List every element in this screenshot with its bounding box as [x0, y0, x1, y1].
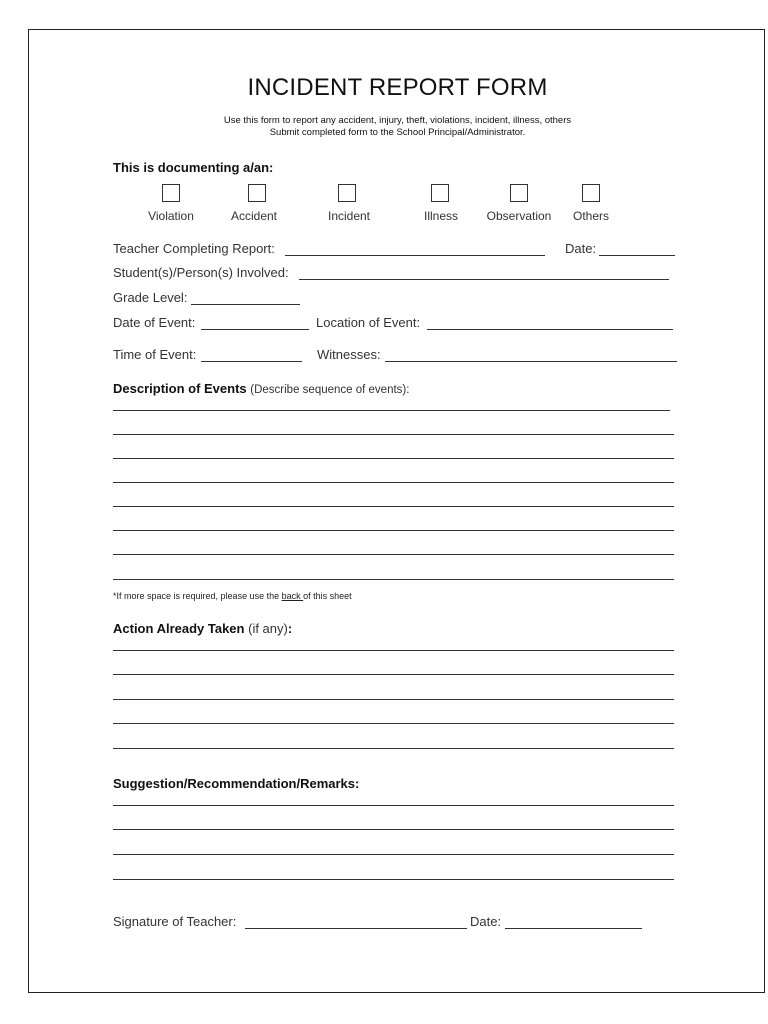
location-of-event-field[interactable]: [427, 329, 673, 330]
checkbox-violation[interactable]: [162, 184, 180, 202]
location-of-event-label: Location of Event:: [316, 315, 421, 330]
suggestion-line-2[interactable]: [113, 829, 674, 830]
description-heading: [113, 381, 409, 396]
documenting-label: This is documenting a/an:: [113, 160, 274, 175]
description-line-6[interactable]: [113, 530, 674, 531]
form-page: [28, 29, 765, 993]
signature-label: Signature of Teacher:: [113, 914, 237, 929]
grade-level-field[interactable]: [191, 304, 300, 305]
time-of-event-label: Time of Event:: [113, 347, 197, 362]
description-line-2[interactable]: [113, 434, 674, 435]
witnesses-label: Witnesses:: [317, 347, 381, 362]
checkbox-label-illness: Illness: [423, 209, 458, 223]
checkbox-label-violation: Violation: [148, 209, 194, 223]
suggestion-line-1[interactable]: [113, 805, 674, 806]
checkbox-illness[interactable]: [431, 184, 449, 202]
action-heading: [113, 621, 292, 636]
form-title: INCIDENT REPORT FORM: [247, 74, 548, 101]
action-line-2[interactable]: [113, 674, 674, 675]
space-footnote: [113, 591, 352, 601]
action-line-1[interactable]: [113, 650, 674, 651]
teacher-completing-label: Teacher Completing Report:: [113, 241, 275, 256]
action-line-4[interactable]: [113, 723, 674, 724]
checkbox-label-observation: Observation: [486, 209, 552, 223]
checkbox-others[interactable]: [582, 184, 600, 202]
checkbox-observation[interactable]: [510, 184, 528, 202]
checkbox-incident[interactable]: [338, 184, 356, 202]
suggestion-line-3[interactable]: [113, 854, 674, 855]
action-line-5[interactable]: [113, 748, 674, 749]
date-field[interactable]: [599, 255, 675, 256]
action-note: (if any): [248, 621, 288, 636]
signature-date-label: Date:: [470, 914, 502, 929]
action-colon: :: [287, 621, 293, 636]
checkbox-label-others: Others: [572, 209, 609, 223]
action-heading-text: Action Already Taken: [113, 621, 245, 636]
footnote-suffix: of this sheet: [303, 591, 352, 601]
description-line-8[interactable]: [113, 579, 674, 580]
students-involved-label: Student(s)/Person(s) Involved:: [113, 265, 289, 280]
checkbox-accident[interactable]: [248, 184, 266, 202]
suggestion-line-4[interactable]: [113, 879, 674, 880]
footnote-prefix: *If more space is required, please use the: [113, 591, 282, 601]
signature-field[interactable]: [245, 928, 467, 929]
description-line-3[interactable]: [113, 458, 674, 459]
date-of-event-field[interactable]: [201, 329, 309, 330]
date-of-event-label: Date of Event:: [113, 315, 196, 330]
signature-date-field[interactable]: [505, 928, 642, 929]
intro-line-2: Submit completed form to the School Principal/Administrator.: [269, 127, 526, 138]
intro-line-1: Use this form to report any accident, injury, theft, violations, incident, illness, others: [223, 115, 572, 126]
students-involved-field[interactable]: [299, 279, 669, 280]
witnesses-field[interactable]: [385, 361, 677, 362]
checkbox-label-accident: Accident: [230, 209, 278, 223]
footnote-back-link: back: [281, 591, 304, 601]
time-of-event-field[interactable]: [201, 361, 302, 362]
date-label: Date:: [565, 241, 597, 256]
suggestion-heading: Suggestion/Recommendation/Remarks:: [113, 776, 360, 791]
description-line-7[interactable]: [113, 554, 674, 555]
grade-level-label: Grade Level:: [113, 290, 188, 305]
description-note: (Describe sequence of events):: [250, 384, 410, 396]
description-line-1[interactable]: [113, 410, 670, 411]
description-line-4[interactable]: [113, 482, 674, 483]
description-line-5[interactable]: [113, 506, 674, 507]
description-heading-text: Description of Events: [113, 381, 247, 396]
teacher-completing-field[interactable]: [285, 255, 545, 256]
checkbox-label-incident: Incident: [327, 209, 371, 223]
action-line-3[interactable]: [113, 699, 674, 700]
